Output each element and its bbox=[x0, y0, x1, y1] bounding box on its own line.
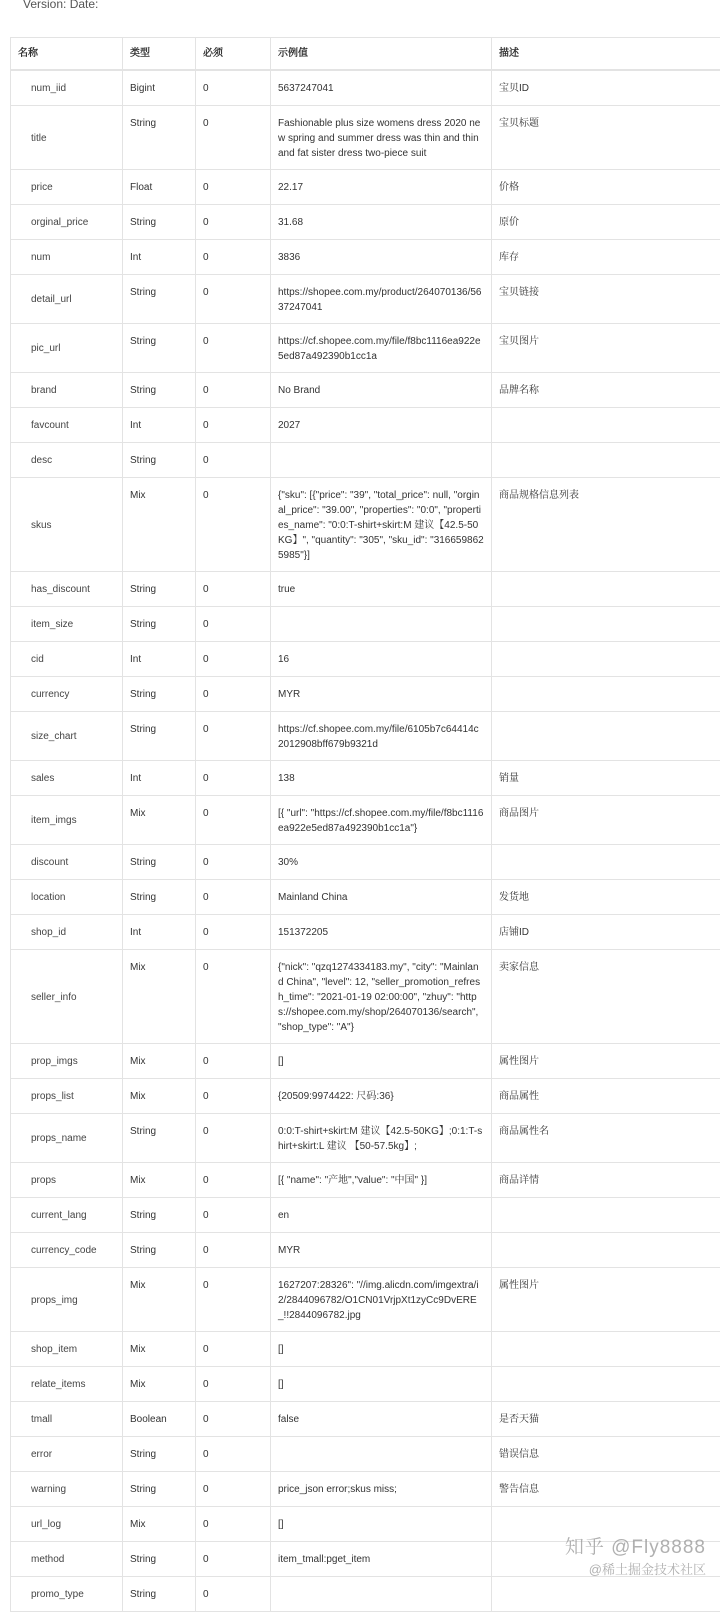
field-name: props_name bbox=[11, 1113, 123, 1162]
field-description bbox=[492, 1331, 720, 1366]
field-required: 0 bbox=[196, 477, 271, 571]
table-row bbox=[11, 239, 720, 274]
field-example: Fashionable plus size womens dress 2020 new spring and summer dress was thin and thin and fat sister dress two-piece suit bbox=[271, 105, 492, 169]
field-description: 宝贝ID bbox=[492, 70, 720, 105]
table-row bbox=[11, 442, 720, 477]
field-type: String bbox=[123, 204, 196, 239]
field-type: String bbox=[123, 571, 196, 606]
field-name: relate_items bbox=[11, 1366, 123, 1401]
field-required: 0 bbox=[196, 641, 271, 676]
table-header-row bbox=[11, 38, 720, 71]
field-name: props_img bbox=[11, 1267, 123, 1331]
field-description bbox=[492, 676, 720, 711]
field-example: {"sku": [{"price": "39", "total_price": null, "orginal_price": "39.00", "properties": "0:0", "properties_name": "0:0:T-shirt+skirt:M 建议【42.5-50KG】", "quantity": "305", "sku_id": "3166598625985"}] bbox=[271, 477, 492, 571]
field-description bbox=[492, 407, 720, 442]
table-row bbox=[11, 641, 720, 676]
field-type: Int bbox=[123, 407, 196, 442]
field-type: String bbox=[123, 274, 196, 323]
field-example: 5637247041 bbox=[271, 70, 492, 105]
field-required: 0 bbox=[196, 606, 271, 641]
field-type: String bbox=[123, 1471, 196, 1506]
field-required: 0 bbox=[196, 169, 271, 204]
field-type: String bbox=[123, 1113, 196, 1162]
field-type: Mix bbox=[123, 477, 196, 571]
field-example: https://shopee.com.my/product/264070136/5637247041 bbox=[271, 274, 492, 323]
field-type: Int bbox=[123, 641, 196, 676]
table-row bbox=[11, 70, 720, 105]
field-required: 0 bbox=[196, 844, 271, 879]
field-example: [] bbox=[271, 1506, 492, 1541]
field-required: 0 bbox=[196, 1232, 271, 1267]
field-type: String bbox=[123, 323, 196, 372]
field-name: error bbox=[11, 1436, 123, 1471]
table-row bbox=[11, 879, 720, 914]
field-name: has_discount bbox=[11, 571, 123, 606]
field-example: 30% bbox=[271, 844, 492, 879]
watermark-juejin: @稀土掘金技术社区 bbox=[565, 1559, 706, 1578]
field-name: shop_item bbox=[11, 1331, 123, 1366]
table-row bbox=[11, 606, 720, 641]
column-header-name: 名称 bbox=[11, 38, 123, 71]
field-example: MYR bbox=[271, 676, 492, 711]
field-name: num_iid bbox=[11, 70, 123, 105]
field-name: pic_url bbox=[11, 323, 123, 372]
table-row bbox=[11, 323, 720, 372]
field-type: Boolean bbox=[123, 1401, 196, 1436]
watermark bbox=[565, 1532, 706, 1578]
table-row bbox=[11, 760, 720, 795]
field-required: 0 bbox=[196, 323, 271, 372]
table-row bbox=[11, 676, 720, 711]
field-description bbox=[492, 1366, 720, 1401]
field-name: seller_info bbox=[11, 949, 123, 1043]
field-required: 0 bbox=[196, 676, 271, 711]
field-name: title bbox=[11, 105, 123, 169]
field-required: 0 bbox=[196, 1576, 271, 1611]
table-row bbox=[11, 1162, 720, 1197]
field-description bbox=[492, 1576, 720, 1611]
field-type: String bbox=[123, 711, 196, 760]
field-example: 22.17 bbox=[271, 169, 492, 204]
field-description: 警告信息 bbox=[492, 1471, 720, 1506]
field-name: discount bbox=[11, 844, 123, 879]
field-required: 0 bbox=[196, 1331, 271, 1366]
field-required: 0 bbox=[196, 1541, 271, 1576]
field-name: promo_type bbox=[11, 1576, 123, 1611]
table-row bbox=[11, 477, 720, 571]
table-row bbox=[11, 1576, 720, 1611]
field-example bbox=[271, 1436, 492, 1471]
field-type: Mix bbox=[123, 1267, 196, 1331]
field-name: cid bbox=[11, 641, 123, 676]
column-header-required: 必须 bbox=[196, 38, 271, 71]
field-name: item_imgs bbox=[11, 795, 123, 844]
field-description: 商品图片 bbox=[492, 795, 720, 844]
field-description: 宝贝标题 bbox=[492, 105, 720, 169]
field-required: 0 bbox=[196, 760, 271, 795]
version-date-label: Version: Date: bbox=[23, 0, 98, 11]
table-body bbox=[11, 70, 720, 1611]
field-name: props bbox=[11, 1162, 123, 1197]
field-type: Mix bbox=[123, 795, 196, 844]
field-example: https://cf.shopee.com.my/file/f8bc1116ea922e5ed87a492390b1cc1a bbox=[271, 323, 492, 372]
field-required: 0 bbox=[196, 879, 271, 914]
field-name: url_log bbox=[11, 1506, 123, 1541]
field-type: String bbox=[123, 1576, 196, 1611]
field-example: en bbox=[271, 1197, 492, 1232]
field-example bbox=[271, 442, 492, 477]
field-type: String bbox=[123, 676, 196, 711]
field-type: String bbox=[123, 844, 196, 879]
table-row bbox=[11, 1232, 720, 1267]
field-example: 31.68 bbox=[271, 204, 492, 239]
field-name: favcount bbox=[11, 407, 123, 442]
table-row bbox=[11, 1331, 720, 1366]
field-example: false bbox=[271, 1401, 492, 1436]
field-required: 0 bbox=[196, 204, 271, 239]
field-type: String bbox=[123, 372, 196, 407]
field-required: 0 bbox=[196, 1436, 271, 1471]
field-example: 1627207:28326": "//img.alicdn.com/imgextra/i2/2844096782/O1CN01VrjpXt1zyCc9DvERE_!!2844096782.jpg bbox=[271, 1267, 492, 1331]
field-example: https://cf.shopee.com.my/file/6105b7c64414c2012908bff679b9321d bbox=[271, 711, 492, 760]
field-example: [] bbox=[271, 1366, 492, 1401]
field-name: current_lang bbox=[11, 1197, 123, 1232]
table-row bbox=[11, 1197, 720, 1232]
field-type: Bigint bbox=[123, 70, 196, 105]
field-type: Mix bbox=[123, 949, 196, 1043]
field-description: 属性图片 bbox=[492, 1043, 720, 1078]
column-header-example: 示例值 bbox=[271, 38, 492, 71]
field-type: String bbox=[123, 1436, 196, 1471]
column-header-description: 描述 bbox=[492, 38, 720, 71]
field-description bbox=[492, 442, 720, 477]
field-description bbox=[492, 844, 720, 879]
field-required: 0 bbox=[196, 442, 271, 477]
field-example bbox=[271, 1576, 492, 1611]
field-name: shop_id bbox=[11, 914, 123, 949]
field-description: 商品详情 bbox=[492, 1162, 720, 1197]
table-row bbox=[11, 711, 720, 760]
field-description bbox=[492, 641, 720, 676]
field-example: 138 bbox=[271, 760, 492, 795]
field-name: tmall bbox=[11, 1401, 123, 1436]
field-description: 店铺ID bbox=[492, 914, 720, 949]
field-example bbox=[271, 606, 492, 641]
field-required: 0 bbox=[196, 914, 271, 949]
field-required: 0 bbox=[196, 1197, 271, 1232]
field-type: String bbox=[123, 1197, 196, 1232]
field-required: 0 bbox=[196, 711, 271, 760]
watermark-zhihu: 知乎 @Fly8888 bbox=[565, 1532, 706, 1559]
table-row bbox=[11, 1267, 720, 1331]
field-example: 3836 bbox=[271, 239, 492, 274]
field-name: num bbox=[11, 239, 123, 274]
table-row bbox=[11, 844, 720, 879]
field-name: item_size bbox=[11, 606, 123, 641]
table-row bbox=[11, 1366, 720, 1401]
field-description bbox=[492, 571, 720, 606]
field-description: 发货地 bbox=[492, 879, 720, 914]
field-required: 0 bbox=[196, 407, 271, 442]
table-row bbox=[11, 169, 720, 204]
field-description: 卖家信息 bbox=[492, 949, 720, 1043]
field-description: 销量 bbox=[492, 760, 720, 795]
field-example: 2027 bbox=[271, 407, 492, 442]
field-name: warning bbox=[11, 1471, 123, 1506]
field-type: Int bbox=[123, 914, 196, 949]
field-required: 0 bbox=[196, 372, 271, 407]
field-required: 0 bbox=[196, 1162, 271, 1197]
field-description bbox=[492, 1232, 720, 1267]
field-type: Int bbox=[123, 239, 196, 274]
field-name: sales bbox=[11, 760, 123, 795]
field-name: skus bbox=[11, 477, 123, 571]
field-example: 151372205 bbox=[271, 914, 492, 949]
table-row bbox=[11, 372, 720, 407]
field-required: 0 bbox=[196, 105, 271, 169]
field-description: 宝贝链接 bbox=[492, 274, 720, 323]
field-description: 宝贝图片 bbox=[492, 323, 720, 372]
field-type: String bbox=[123, 606, 196, 641]
field-type: Int bbox=[123, 760, 196, 795]
field-name: detail_url bbox=[11, 274, 123, 323]
field-description: 商品属性 bbox=[492, 1078, 720, 1113]
field-type: Mix bbox=[123, 1366, 196, 1401]
field-type: Float bbox=[123, 169, 196, 204]
field-name: currency bbox=[11, 676, 123, 711]
table-row bbox=[11, 274, 720, 323]
field-description: 错误信息 bbox=[492, 1436, 720, 1471]
table-row bbox=[11, 571, 720, 606]
field-example: {20509:9974422: 尺码:36} bbox=[271, 1078, 492, 1113]
field-name: price bbox=[11, 169, 123, 204]
field-name: desc bbox=[11, 442, 123, 477]
field-name: size_chart bbox=[11, 711, 123, 760]
table-row bbox=[11, 795, 720, 844]
field-type: Mix bbox=[123, 1331, 196, 1366]
table-row bbox=[11, 1043, 720, 1078]
table-row bbox=[11, 407, 720, 442]
field-example: 16 bbox=[271, 641, 492, 676]
field-type: Mix bbox=[123, 1078, 196, 1113]
field-description: 品牌名称 bbox=[492, 372, 720, 407]
field-example: 0:0:T-shirt+skirt:M 建议【42.5-50KG】;0:1:T-shirt+skirt:L 建议 【50-57.5kg】; bbox=[271, 1113, 492, 1162]
field-required: 0 bbox=[196, 571, 271, 606]
table-row bbox=[11, 204, 720, 239]
field-required: 0 bbox=[196, 795, 271, 844]
field-type: String bbox=[123, 105, 196, 169]
table-row bbox=[11, 949, 720, 1043]
field-example: No Brand bbox=[271, 372, 492, 407]
field-required: 0 bbox=[196, 1267, 271, 1331]
field-type: Mix bbox=[123, 1506, 196, 1541]
field-type: Mix bbox=[123, 1162, 196, 1197]
field-description: 原价 bbox=[492, 204, 720, 239]
field-required: 0 bbox=[196, 274, 271, 323]
field-description bbox=[492, 606, 720, 641]
field-example: item_tmall:pget_item bbox=[271, 1541, 492, 1576]
field-required: 0 bbox=[196, 239, 271, 274]
field-description bbox=[492, 1197, 720, 1232]
field-example: MYR bbox=[271, 1232, 492, 1267]
table-row bbox=[11, 914, 720, 949]
field-description: 属性图片 bbox=[492, 1267, 720, 1331]
field-example: price_json error;skus miss; bbox=[271, 1471, 492, 1506]
field-name: prop_imgs bbox=[11, 1043, 123, 1078]
field-example: [] bbox=[271, 1043, 492, 1078]
field-type: String bbox=[123, 1541, 196, 1576]
field-required: 0 bbox=[196, 949, 271, 1043]
field-description: 库存 bbox=[492, 239, 720, 274]
field-required: 0 bbox=[196, 1366, 271, 1401]
table-row bbox=[11, 105, 720, 169]
field-required: 0 bbox=[196, 1078, 271, 1113]
field-description bbox=[492, 711, 720, 760]
field-description: 价格 bbox=[492, 169, 720, 204]
field-description: 商品规格信息列表 bbox=[492, 477, 720, 571]
field-example: {"nick": "qzq1274334183.my", "city": "Mainland China", "level": 12, "seller_promotion_refresh_time": "2021-01-19 02:00:00", "zhuy": "https://shopee.com.my/shop/264070136/search", "shop_type": "A"} bbox=[271, 949, 492, 1043]
field-description: 商品属性名 bbox=[492, 1113, 720, 1162]
table-row bbox=[11, 1078, 720, 1113]
field-required: 0 bbox=[196, 1043, 271, 1078]
field-required: 0 bbox=[196, 1113, 271, 1162]
column-header-type: 类型 bbox=[123, 38, 196, 71]
field-example: [{ "name": "产地","value": "中国" }] bbox=[271, 1162, 492, 1197]
field-description: 是否天猫 bbox=[492, 1401, 720, 1436]
field-example: [] bbox=[271, 1331, 492, 1366]
field-required: 0 bbox=[196, 70, 271, 105]
field-type: String bbox=[123, 1232, 196, 1267]
field-name: brand bbox=[11, 372, 123, 407]
field-type: String bbox=[123, 442, 196, 477]
field-example: true bbox=[271, 571, 492, 606]
field-example: Mainland China bbox=[271, 879, 492, 914]
table-row bbox=[11, 1401, 720, 1436]
field-type: String bbox=[123, 879, 196, 914]
field-name: method bbox=[11, 1541, 123, 1576]
field-name: props_list bbox=[11, 1078, 123, 1113]
table-row bbox=[11, 1113, 720, 1162]
field-required: 0 bbox=[196, 1471, 271, 1506]
field-required: 0 bbox=[196, 1506, 271, 1541]
field-example: [{ "url": "https://cf.shopee.com.my/file/f8bc1116ea922e5ed87a492390b1cc1a"} bbox=[271, 795, 492, 844]
api-fields-table bbox=[10, 37, 720, 1612]
table-row bbox=[11, 1436, 720, 1471]
field-name: currency_code bbox=[11, 1232, 123, 1267]
field-required: 0 bbox=[196, 1401, 271, 1436]
field-name: orginal_price bbox=[11, 204, 123, 239]
table-row bbox=[11, 1471, 720, 1506]
field-name: location bbox=[11, 879, 123, 914]
field-type: Mix bbox=[123, 1043, 196, 1078]
